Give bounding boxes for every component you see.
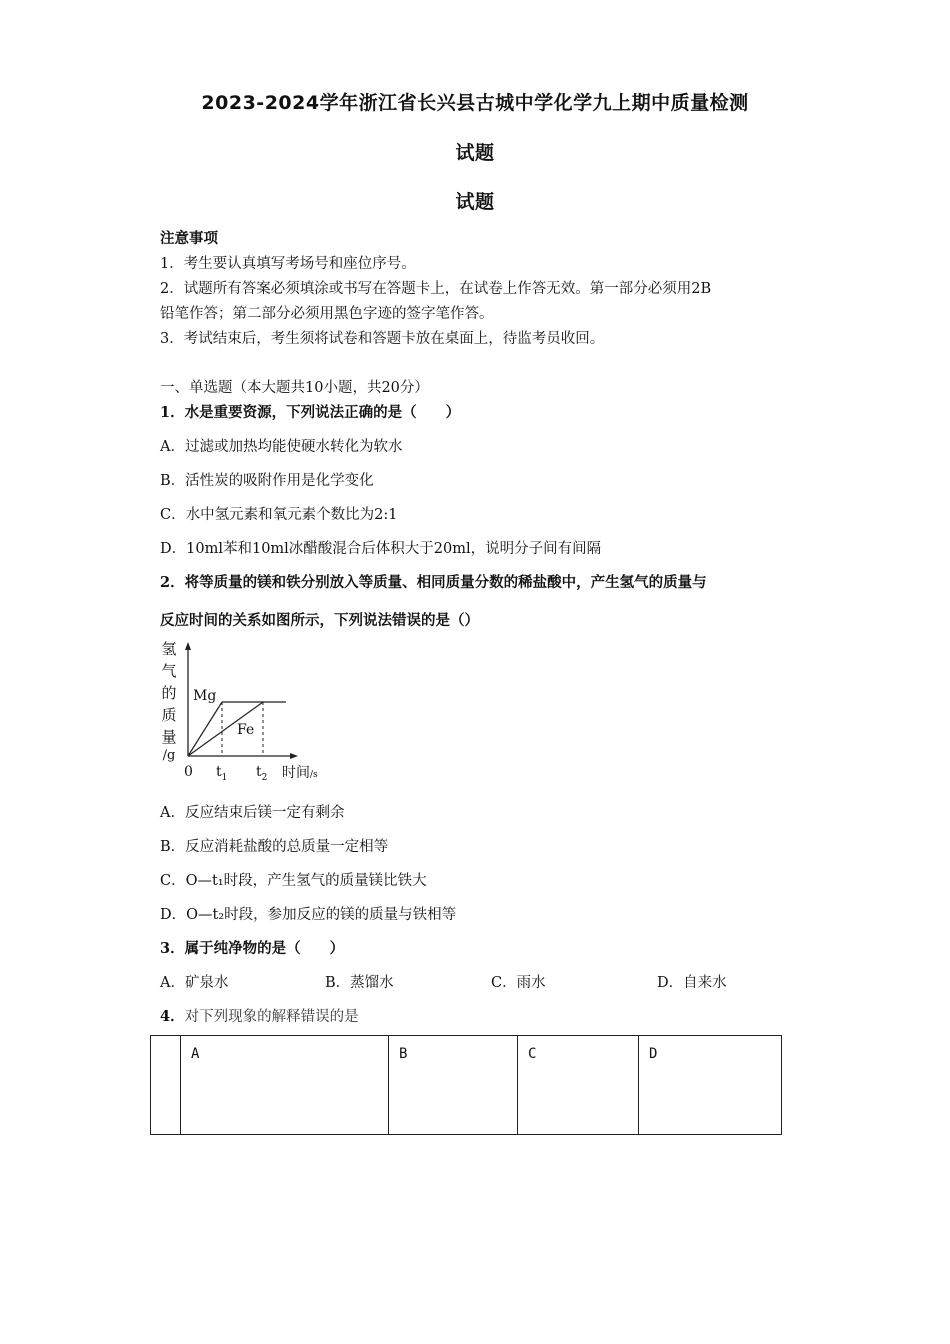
t1-label [216, 764, 227, 783]
table-cell: C [518, 1036, 639, 1135]
question-3-stem: 3．属于纯净物的是（ ） [160, 940, 345, 957]
q4-number: 4． [160, 1008, 185, 1025]
notice-item: 铅笔作答；第二部分必须用黑色字迹的签字笔作答。 [160, 306, 494, 322]
graph-svg [150, 632, 350, 792]
q2-option-d: D．O—t₂时段，参加反应的镁的质量与铁相等 [160, 907, 457, 923]
t2-symbol: t [256, 764, 262, 780]
x-axis-label [282, 762, 318, 782]
q1-option-c: C．水中氢元素和氧元素个数比为2:1 [160, 507, 398, 523]
mg-curve [188, 702, 222, 756]
t1-subscript: 1 [221, 772, 228, 783]
table-cell: A [181, 1036, 389, 1135]
table-row [151, 1036, 782, 1135]
table-cell [151, 1036, 181, 1135]
exam-title-line2: 试题 [455, 142, 495, 164]
y-axis-label-char: 质 [161, 706, 177, 724]
y-axis-label-char: /g [162, 748, 176, 763]
x-axis-arrow [290, 753, 298, 759]
x-axis-title: 时间 [282, 765, 310, 781]
q4-table [150, 1035, 782, 1135]
question-2-stem-line2: 反应时间的关系如图所示，下列说法错误的是（） [160, 612, 479, 629]
y-axis-label-char: 氢 [161, 640, 177, 658]
notice-item: 1．考生要认真填写考场号和座位序号。 [160, 256, 416, 272]
q2-option-a: A．反应结束后镁一定有剩余 [160, 805, 345, 821]
y-axis-arrow [185, 642, 191, 650]
exam-subtitle: 试题 [455, 191, 495, 213]
q2-option-c: C．O—t₁时段，产生氢气的质量镁比铁大 [160, 873, 427, 889]
origin-label: 0 [184, 764, 193, 780]
table-cell: B [389, 1036, 518, 1135]
q3-option-a: A．矿泉水 [160, 975, 229, 991]
q3-option-d: D．自来水 [657, 975, 727, 991]
t1-symbol: t [216, 764, 222, 780]
q3-option-b: B．蒸馏水 [325, 975, 394, 991]
t2-label [256, 764, 267, 783]
mg-label: Mg [193, 688, 217, 704]
q2-option-b: B．反应消耗盐酸的总质量一定相等 [160, 839, 389, 855]
notice-heading: 注意事项 [160, 230, 218, 247]
q1-option-d: D．10ml苯和10ml冰醋酸混合后体积大于20ml，说明分子间有间隔 [160, 541, 602, 557]
q3-option-c: C．雨水 [491, 975, 546, 991]
question-2-stem: 2．将等质量的镁和铁分别放入等质量、相同质量分数的稀盐酸中，产生氢气的质量与 [160, 574, 707, 591]
q4-text: 对下列现象的解释错误的是 [184, 1009, 359, 1025]
q1-option-b: B．活性炭的吸附作用是化学变化 [160, 473, 374, 489]
t2-subscript: 2 [261, 772, 268, 783]
x-axis-unit: /s [310, 770, 318, 780]
notice-item: 3．考试结束后，考生须将试卷和答题卡放在桌面上，待监考员收回。 [160, 331, 605, 347]
table-cell: D [639, 1036, 782, 1135]
notice-item: 2．试题所有答案必须填涂或书写在答题卡上，在试卷上作答无效。第一部分必须用2B [160, 281, 712, 297]
section-heading: 一、单选题（本大题共10小题，共20分） [160, 380, 429, 396]
y-axis-label-char: 的 [161, 684, 177, 702]
y-axis-label-char: 量 [161, 728, 177, 746]
fe-label: Fe [237, 722, 255, 738]
q1-option-a: A．过滤或加热均能使硬水转化为软水 [160, 439, 403, 455]
y-axis-label-char: 气 [161, 662, 177, 680]
question-4-stem [160, 1005, 359, 1026]
question-1-stem: 1．水是重要资源，下列说法正确的是（ ） [160, 404, 461, 421]
exam-title: 2023-2024学年浙江省长兴县古城中学化学九上期中质量检测 [201, 92, 749, 114]
